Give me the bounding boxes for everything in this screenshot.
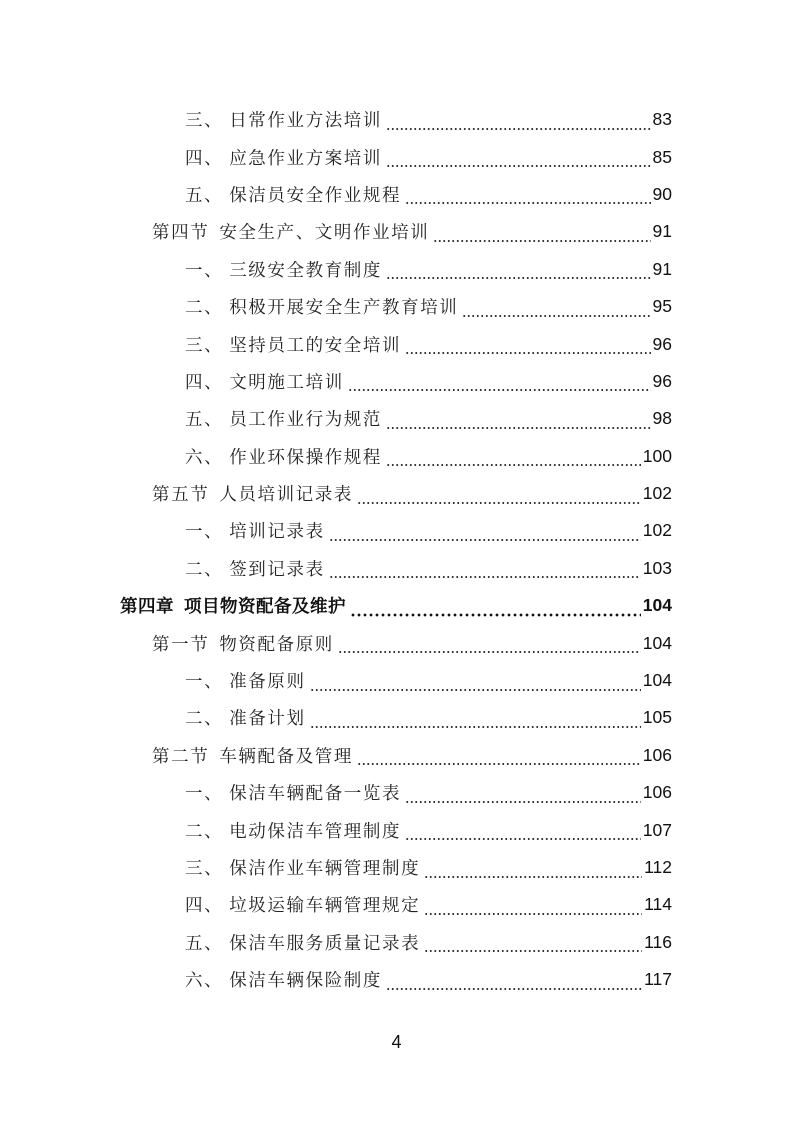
toc-section-entry[interactable] [0, 737, 793, 774]
toc-entry-number: 三、 [185, 335, 224, 356]
toc-entry-number: 二、 [185, 559, 224, 580]
toc-entry-label [185, 705, 306, 730]
toc-entry-label [185, 892, 420, 917]
table-of-contents [0, 101, 793, 998]
dot-leader [405, 825, 641, 841]
toc-subsection-entry[interactable] [0, 699, 793, 736]
toc-entry-number: 第二节 [152, 746, 210, 767]
toc-entry-number: 六、 [185, 971, 224, 992]
toc-entry-title: 垃圾运输车辆管理规定 [229, 896, 421, 917]
toc-entry-label [152, 481, 353, 506]
toc-entry-title: 应急作业方案培训 [229, 148, 383, 169]
toc-subsection-entry[interactable] [0, 101, 793, 138]
toc-subsection-entry[interactable] [0, 961, 793, 998]
dot-leader [357, 489, 641, 505]
toc-entry-label [185, 556, 325, 581]
toc-entry-page: 105 [642, 707, 672, 728]
dot-leader [386, 264, 651, 280]
toc-entry-label [185, 257, 382, 282]
toc-entry-number: 六、 [185, 447, 224, 468]
toc-entry-page: 107 [642, 819, 672, 840]
toc-subsection-entry[interactable] [0, 512, 793, 549]
toc-entry-page: 112 [644, 857, 672, 877]
toc-entry-number: 三、 [185, 111, 224, 132]
toc-entry-title: 安全生产、文明作业培训 [219, 223, 430, 244]
toc-entry-page: 96 [652, 370, 672, 391]
toc-entry-label [152, 219, 429, 244]
toc-entry-page: 104 [642, 632, 672, 653]
toc-entry-label [185, 518, 325, 543]
toc-entry-page: 103 [642, 557, 672, 578]
toc-entry-title: 保洁车辆配备一览表 [229, 784, 402, 805]
toc-subsection-entry[interactable] [0, 138, 793, 175]
dot-leader [386, 152, 651, 168]
toc-entry-title: 保洁作业车辆管理制度 [229, 859, 421, 879]
toc-entry-page: 96 [652, 333, 672, 354]
toc-entry-number: 第五节 [152, 485, 210, 506]
toc-entry-page: 98 [652, 408, 672, 429]
toc-entry-label [185, 145, 382, 170]
dot-leader [338, 638, 641, 654]
toc-entry-page: 91 [652, 258, 672, 279]
dot-leader [433, 227, 650, 243]
toc-subsection-entry[interactable] [0, 924, 793, 961]
dot-leader [386, 414, 651, 430]
toc-subsection-entry[interactable] [0, 886, 793, 923]
toc-entry-number: 二、 [185, 709, 224, 730]
toc-entry-page: 90 [652, 183, 672, 204]
toc-entry-label [185, 332, 401, 357]
toc-chapter-entry[interactable] [0, 587, 793, 624]
dot-leader [348, 376, 651, 392]
dot-leader [329, 526, 641, 542]
dot-leader [405, 339, 650, 355]
dot-leader [405, 189, 650, 205]
page-number: 4 [391, 1032, 402, 1052]
toc-entry-label [152, 743, 353, 768]
toc-entry-page: 116 [644, 931, 672, 952]
toc-entry-title: 员工作业行为规范 [229, 410, 383, 431]
toc-entry-label [120, 593, 346, 618]
toc-entry-label [185, 668, 306, 693]
toc-section-entry[interactable] [0, 213, 793, 250]
toc-entry-title: 项目物资配备及维护 [184, 597, 346, 618]
toc-entry-number: 一、 [185, 522, 224, 543]
toc-entry-number: 五、 [185, 185, 224, 206]
toc-entry-title: 培训记录表 [229, 522, 325, 543]
toc-entry-title: 三级安全教育制度 [229, 260, 383, 281]
toc-entry-number: 第四章 [120, 597, 174, 618]
toc-section-entry[interactable] [0, 624, 793, 661]
toc-subsection-entry[interactable] [0, 811, 793, 848]
toc-entry-label [185, 107, 382, 132]
toc-section-entry[interactable] [0, 475, 793, 512]
toc-entry-label [152, 631, 334, 656]
toc-entry-number: 一、 [185, 672, 224, 693]
toc-entry-title: 保洁车辆保险制度 [229, 971, 383, 992]
toc-entry-title: 签到记录表 [229, 559, 325, 580]
toc-entry-label [185, 294, 458, 319]
toc-entry-page: 83 [652, 109, 672, 130]
dot-leader [386, 451, 641, 467]
toc-entry-page: 104 [642, 670, 672, 691]
dot-leader [386, 115, 651, 131]
toc-entry-number: 四、 [185, 372, 224, 393]
toc-entry-label [185, 369, 344, 394]
toc-entry-title: 车辆配备及管理 [219, 746, 354, 767]
toc-entry-page: 114 [644, 894, 672, 915]
dot-leader [386, 975, 642, 991]
toc-entry-number: 第一节 [152, 634, 210, 655]
toc-entry-label [185, 780, 401, 805]
toc-subsection-entry[interactable] [0, 849, 793, 886]
toc-entry-title: 准备计划 [229, 709, 306, 730]
toc-subsection-entry[interactable] [0, 400, 793, 437]
toc-entry-title: 人员培训记录表 [219, 485, 354, 506]
dot-leader [424, 900, 642, 916]
toc-subsection-entry[interactable] [0, 550, 793, 587]
toc-entry-title: 文明施工培训 [229, 372, 344, 393]
toc-entry-label [185, 182, 401, 207]
toc-entry-title: 物资配备原则 [219, 634, 334, 655]
toc-entry-number: 一、 [185, 784, 224, 805]
toc-entry-number: 第四节 [152, 223, 210, 244]
dot-leader [462, 302, 650, 318]
toc-subsection-entry[interactable] [0, 288, 793, 325]
dot-leader [424, 863, 642, 879]
toc-entry-title: 保洁员安全作业规程 [229, 185, 402, 206]
toc-entry-number: 五、 [185, 410, 224, 431]
toc-entry-page: 106 [642, 744, 672, 765]
toc-entry-page: 102 [642, 520, 672, 541]
dot-leader [405, 788, 641, 804]
toc-subsection-entry[interactable] [0, 662, 793, 699]
toc-entry-title: 积极开展安全生产教育培训 [229, 298, 459, 319]
dot-leader [310, 676, 641, 692]
toc-subsection-entry[interactable] [0, 251, 793, 288]
toc-entry-number: 三、 [185, 859, 224, 879]
dot-leader [424, 937, 642, 953]
toc-entry-page: 100 [642, 445, 672, 466]
toc-entry-label [185, 818, 401, 843]
toc-subsection-entry[interactable] [0, 438, 793, 475]
toc-entry-number: 四、 [185, 896, 224, 917]
toc-subsection-entry[interactable] [0, 363, 793, 400]
toc-entry-label [185, 406, 382, 431]
toc-subsection-entry[interactable] [0, 325, 793, 362]
dot-leader [357, 750, 641, 766]
toc-entry-page: 106 [642, 782, 672, 803]
toc-entry-title: 电动保洁车管理制度 [229, 821, 402, 842]
toc-subsection-entry[interactable] [0, 774, 793, 811]
toc-entry-page: 117 [644, 969, 672, 990]
toc-entry-page: 104 [642, 595, 672, 616]
dot-leader [350, 601, 641, 617]
toc-entry-number: 二、 [185, 821, 224, 842]
toc-entry-title: 作业环保操作规程 [229, 447, 383, 468]
toc-entry-title: 保洁车服务质量记录表 [229, 933, 421, 954]
toc-entry-label [185, 444, 382, 469]
toc-entry-page: 102 [642, 483, 672, 504]
toc-entry-page: 95 [652, 296, 672, 317]
toc-entry-title: 日常作业方法培训 [229, 111, 383, 132]
toc-entry-number: 二、 [185, 298, 224, 319]
toc-entry-title: 坚持员工的安全培训 [229, 335, 402, 356]
toc-entry-label [185, 930, 420, 955]
dot-leader [310, 713, 641, 729]
toc-entry-title: 准备原则 [229, 672, 306, 693]
toc-entry-label [185, 855, 420, 880]
dot-leader [329, 563, 641, 579]
toc-entry-number: 一、 [185, 260, 224, 281]
toc-subsection-entry[interactable] [0, 176, 793, 213]
toc-entry-number: 四、 [185, 148, 224, 169]
toc-entry-page: 91 [652, 221, 672, 242]
toc-entry-page: 85 [652, 146, 672, 167]
toc-entry-label [185, 967, 382, 992]
toc-entry-number: 五、 [185, 933, 224, 954]
